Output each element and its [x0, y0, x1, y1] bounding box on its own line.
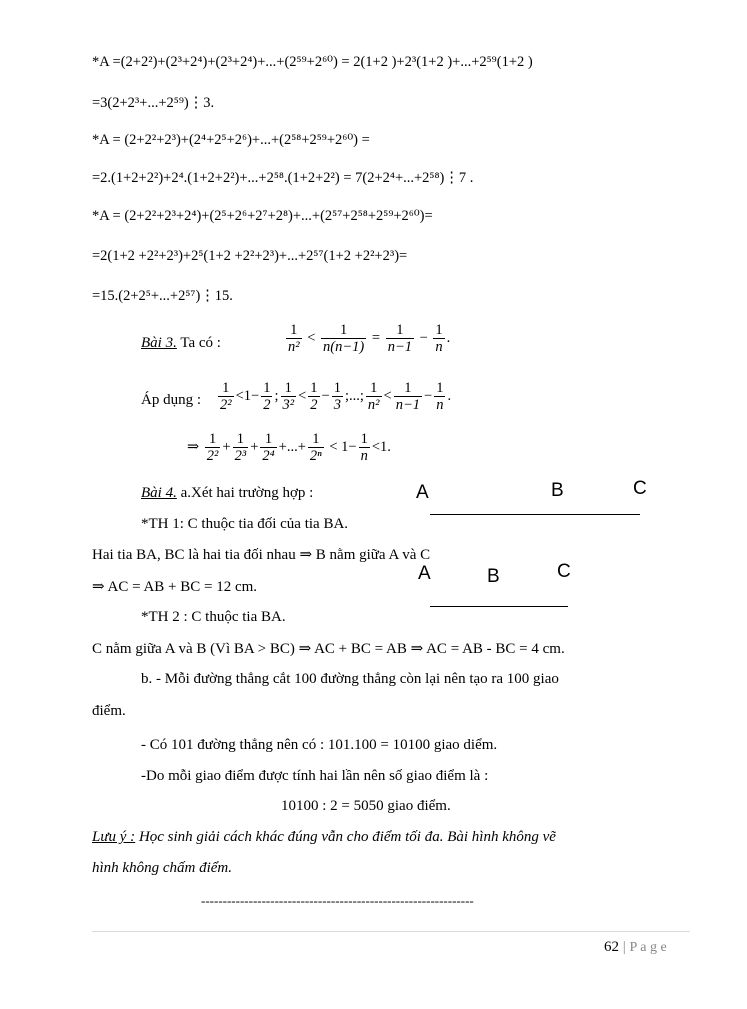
bai4-th1-line2: ⇒ AC = AB + BC = 12 cm. — [92, 579, 258, 595]
fig2-point-a: A — [418, 563, 431, 584]
fig2-point-c: C — [557, 561, 571, 582]
fig1-point-b: B — [551, 480, 564, 501]
page-label: P a g e — [629, 940, 667, 955]
bai3-apply-label: Áp dụng : — [141, 392, 201, 408]
math-line-6: =2(1+2 +2²+2³)+2⁵(1+2 +2²+2³)+...+2⁵⁷(1+2 +2²+2³)= — [92, 248, 408, 264]
separator-dashes: --------------------------------------------------------------- — [201, 893, 474, 908]
bai4-title: Bài 4. — [141, 485, 177, 501]
bai4-b-line4: 10100 : 2 = 5050 giao điểm. — [281, 798, 451, 814]
math-line-5: *A = (2+2²+2³+2⁴)+(2⁵+2⁶+2⁷+2⁸)+...+(2⁵⁷+2⁵⁸+2⁵⁹+2⁶⁰)= — [92, 208, 433, 224]
bai4-b-line3: -Do mỗi giao điểm được tính hai lần nên số giao điểm là : — [141, 768, 489, 784]
bai3-result: ⇒ $\frac{1}{\text{2²}}$ + $\frac{1}{\text{2³}}$ + $\frac{1}{\text{2⁴}}$ +...+ $\frac{1}{\text{2ⁿ}}$ < 1− $\frac{1}{n}$ <1. — [187, 431, 391, 464]
math-line-1: *A =(2+2²)+(2³+2⁴)+(2³+2⁴)+...+(2⁵⁹+2⁶⁰) = 2(1+2 )+2³(1+2 )+...+2⁵⁹(1+2 ) — [92, 54, 533, 70]
bai3-lead: Ta có : — [180, 335, 221, 351]
fig2-point-b: B — [487, 566, 500, 587]
math-line-3: *A = (2+2²+2³)+(2⁴+2⁵+2⁶)+...+(2⁵⁸+2⁵⁹+2⁶⁰) = — [92, 132, 370, 148]
fig2-segment — [430, 606, 568, 607]
note-line2: hình không chấm điểm. — [92, 860, 232, 876]
bai4-th1-line1: Hai tia BA, BC là hai tia đối nhau ⇒ B nằm giữa A và C — [92, 547, 431, 563]
bai3-heading — [141, 326, 221, 360]
math-line-7: =15.(2+2⁵+...+2⁵⁷)⋮15. — [92, 288, 233, 304]
page-footer — [604, 937, 667, 958]
bai4-th2-line: C nằm giữa A và B (Vì BA > BC) ⇒ AC + BC = AB ⇒ AC = AB - BC = 4 cm. — [92, 641, 565, 657]
page-separator: | — [619, 939, 630, 955]
note-label: Lưu ý : — [92, 829, 136, 845]
bai3-title: Bài 3. — [141, 335, 177, 351]
bai4-b-line2: - Có 101 đường thẳng nên có : 101.100 = 10100 giao diểm. — [141, 737, 498, 753]
bai3-inequality: $\frac{1}{\text{n²}}$ < $\frac{1}{n(n-1)}$ = $\frac{1}{n-1}$ − $\frac{1}{n}$ . — [288, 322, 451, 355]
note-text1: Học sinh giải cách khác đúng vẫn cho điểm tối đa. Bài hình không vẽ — [138, 829, 556, 845]
bai4-b-line1: b. - Mỗi đường thẳng cắt 100 đường thẳng còn lại nên tạo ra 100 giao — [141, 671, 559, 687]
page-number: 62 — [604, 939, 619, 955]
bai4-th1: *TH 1: C thuộc tia đối của tia BA. — [141, 516, 349, 532]
math-line-4: =2.(1+2+2²)+2⁴.(1+2+2²)+...+2⁵⁸.(1+2+2²) = 7(2+2⁴+...+2⁵⁸)⋮7 . — [92, 170, 474, 186]
note-line1 — [92, 827, 556, 847]
fig1-point-c: C — [633, 478, 647, 499]
bai4-heading — [141, 483, 313, 503]
fig1-point-a: A — [416, 482, 429, 503]
bai4-b-line1-cont: điểm. — [92, 703, 126, 719]
footer-rule — [92, 931, 690, 932]
math-line-2: =3(2+2³+...+2⁵⁹)⋮3. — [92, 95, 215, 111]
bai4-intro: a.Xét hai trường hợp : — [180, 485, 314, 501]
bai4-th2: *TH 2 : C thuộc tia BA. — [141, 609, 286, 625]
bai3-apply-formula: $\frac{1}{\text{2²}}$ <1− $\frac{1}{2}$ ; $\frac{1}{\text{3²}}$ < $\frac{1}{2}$ − $\frac{1}{3}$ ;...; $\frac{1}{\text{n²}}$ < $\frac{1}{n-1}$ − $\frac{1}{n}$ . — [220, 380, 452, 413]
fig1-segment — [430, 514, 640, 515]
